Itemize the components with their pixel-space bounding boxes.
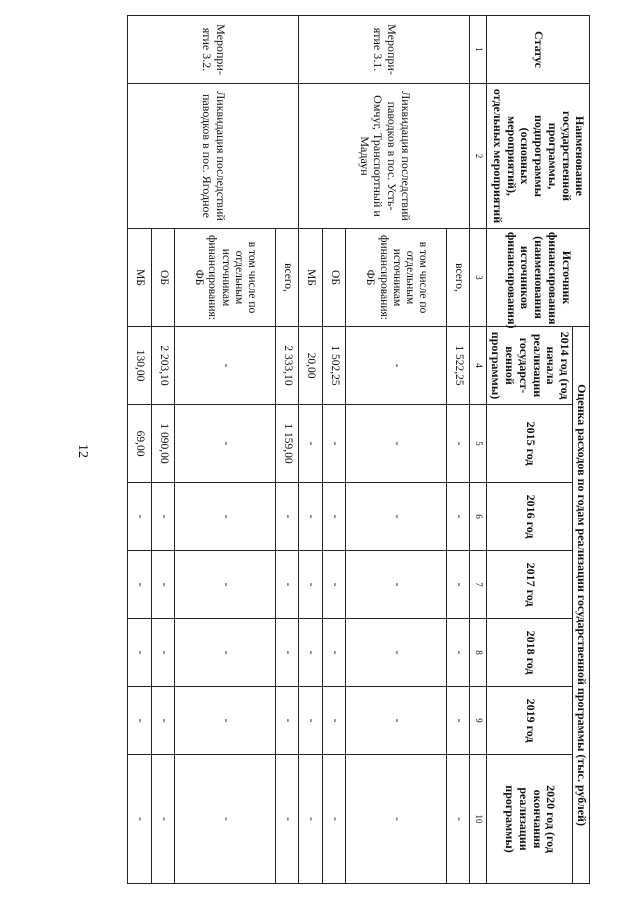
value-cell: - xyxy=(175,619,275,687)
value-cell: - xyxy=(175,755,275,884)
source-cell: ОБ xyxy=(151,229,175,327)
column-number: 3 xyxy=(470,229,487,327)
value-cell: - xyxy=(446,687,470,755)
name-header: Наименование государственной программы, подпрограммы (основных мероприятий), отдельных мероприятий xyxy=(487,84,590,229)
value-cell: - xyxy=(275,755,299,884)
year-header-2014: 2014 год (год начала реализации государст-венной программы) xyxy=(487,327,573,405)
value-cell: - xyxy=(151,483,175,551)
source-cell: МБ xyxy=(299,229,323,327)
value-cell: - xyxy=(346,327,446,405)
column-number: 5 xyxy=(470,405,487,483)
value-cell: - xyxy=(275,687,299,755)
value-cell: - xyxy=(346,483,446,551)
value-cell: 1 522,25 xyxy=(446,327,470,405)
value-cell: 2 203,10 xyxy=(151,327,175,405)
year-header-2015: 2015 год xyxy=(487,405,573,483)
value-cell: - xyxy=(346,755,446,884)
value-cell: - xyxy=(322,619,346,687)
source-cell: МБ xyxy=(128,229,152,327)
value-cell: - xyxy=(446,483,470,551)
value-cell: 20,00 xyxy=(299,327,323,405)
value-cell: - xyxy=(446,551,470,619)
table-rotation-frame xyxy=(127,15,590,883)
column-number: 4 xyxy=(470,327,487,405)
year-header-2018: 2018 год xyxy=(487,619,573,687)
value-cell: - xyxy=(322,551,346,619)
value-cell: - xyxy=(128,687,152,755)
source-cell: всего, xyxy=(446,229,470,327)
value-cell: - xyxy=(299,755,323,884)
column-number: 1 xyxy=(470,16,487,84)
value-cell: - xyxy=(322,405,346,483)
year-header-2019: 2019 год xyxy=(487,687,573,755)
source-cell: в том числе по отдельным источникам финансирования: ФБ xyxy=(175,229,275,327)
column-number: 7 xyxy=(470,551,487,619)
header-row-top xyxy=(573,16,590,884)
estimate-group-header: Оценка расходов по годам реализации государственной программы (тыс. рублей) xyxy=(573,327,590,884)
value-cell: - xyxy=(446,405,470,483)
value-cell: 1 502,25 xyxy=(322,327,346,405)
value-cell: 1 159,00 xyxy=(275,405,299,483)
status-cell: Меропри-ятие 3.1. xyxy=(299,16,470,84)
value-cell: - xyxy=(175,687,275,755)
value-cell: - xyxy=(446,755,470,884)
source-header: Источник финансирования (наименования источников финансирования) xyxy=(487,229,590,327)
measure-name-cell: Ликвидация последствий паводков в пос. Усть-Омчуг, Транспортный и Мадаун xyxy=(299,84,470,229)
value-cell: 2 333,10 xyxy=(275,327,299,405)
value-cell: - xyxy=(346,619,446,687)
value-cell: - xyxy=(322,687,346,755)
value-cell: - xyxy=(299,551,323,619)
value-cell: - xyxy=(151,755,175,884)
status-header: Статус xyxy=(487,16,590,84)
column-number: 10 xyxy=(470,755,487,884)
value-cell: - xyxy=(175,551,275,619)
value-cell: - xyxy=(275,483,299,551)
value-cell: - xyxy=(175,483,275,551)
value-cell: - xyxy=(446,619,470,687)
value-cell: - xyxy=(299,483,323,551)
value-cell: - xyxy=(151,619,175,687)
value-cell: - xyxy=(128,551,152,619)
value-cell: - xyxy=(322,483,346,551)
value-cell: - xyxy=(346,687,446,755)
year-header-2016: 2016 год xyxy=(487,483,573,551)
value-cell: - xyxy=(346,405,446,483)
value-cell: - xyxy=(151,551,175,619)
source-cell: в том числе по отдельным источникам финансирования: ФБ xyxy=(346,229,446,327)
column-number-row xyxy=(470,16,487,884)
source-cell: ОБ xyxy=(322,229,346,327)
table-row xyxy=(275,16,299,884)
value-cell: - xyxy=(128,755,152,884)
value-cell: - xyxy=(299,687,323,755)
value-cell: - xyxy=(175,405,275,483)
value-cell: - xyxy=(299,405,323,483)
value-cell: - xyxy=(151,687,175,755)
value-cell: - xyxy=(175,327,275,405)
page-number: 12 xyxy=(75,444,90,458)
column-number: 8 xyxy=(470,619,487,687)
value-cell: 69,00 xyxy=(128,405,152,483)
value-cell: 1 090,00 xyxy=(151,405,175,483)
value-cell: - xyxy=(299,619,323,687)
year-header-2017: 2017 год xyxy=(487,551,573,619)
value-cell: - xyxy=(275,551,299,619)
value-cell: - xyxy=(128,483,152,551)
year-header-2020: 2020 год (год окончания реализации программы) xyxy=(487,755,573,884)
value-cell: - xyxy=(322,755,346,884)
column-number: 6 xyxy=(470,483,487,551)
measure-name-cell: Ликвидация последствий паводков в пос. Ягодное xyxy=(128,84,299,229)
column-number: 9 xyxy=(470,687,487,755)
financing-table xyxy=(127,15,590,884)
column-number: 2 xyxy=(470,84,487,229)
source-cell: всего, xyxy=(275,229,299,327)
table-row xyxy=(446,16,470,884)
value-cell: - xyxy=(275,619,299,687)
status-cell: Меропри-ятие 3.2. xyxy=(128,16,299,84)
value-cell: 130,00 xyxy=(128,327,152,405)
value-cell: - xyxy=(128,619,152,687)
value-cell: - xyxy=(346,551,446,619)
